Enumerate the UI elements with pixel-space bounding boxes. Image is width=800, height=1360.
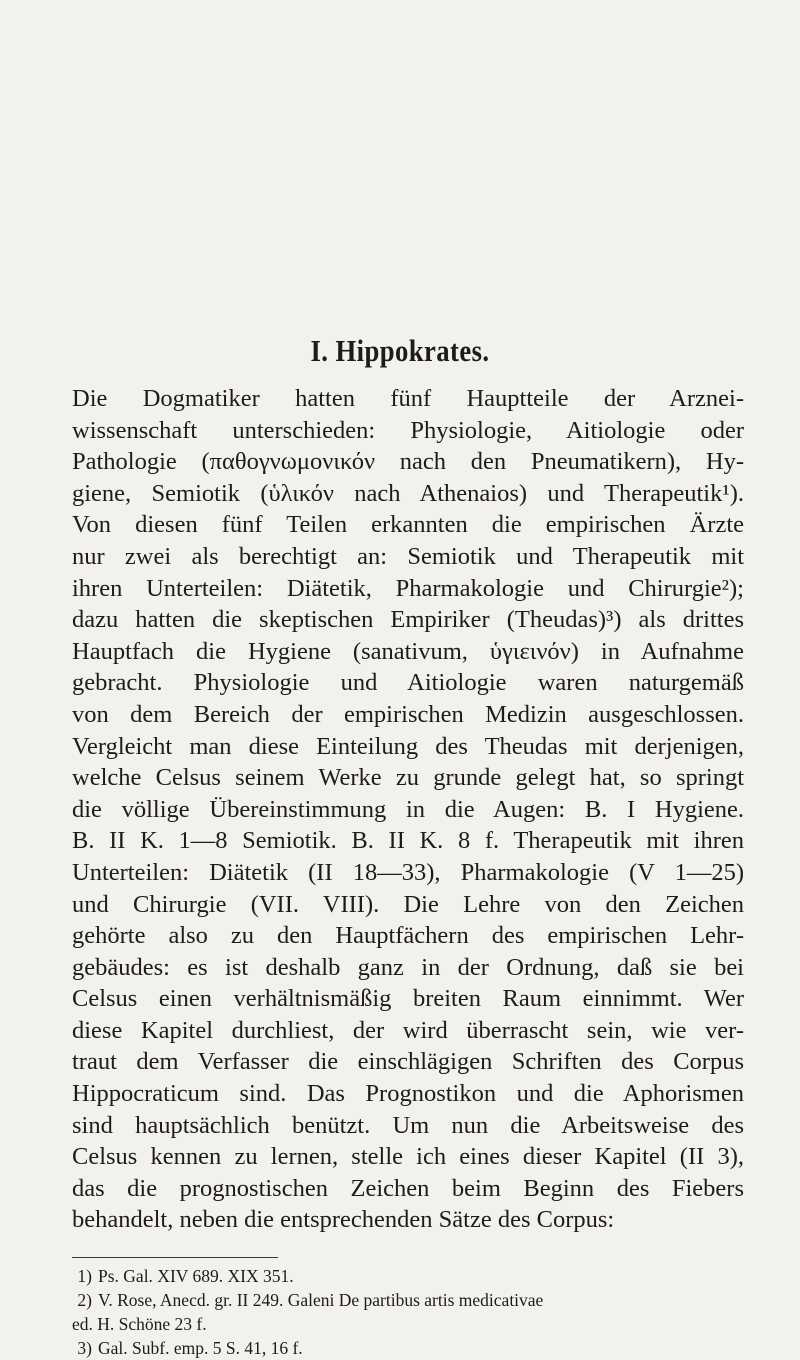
footnote-text: Gal. Subf. emp. 5 S. 41, 16 f. — [98, 1338, 303, 1358]
text-line: Hauptfach die Hygiene (sanativum, ὑγιεινόν) in Aufnahme — [72, 637, 744, 665]
text-line: Vergleicht man diese Einteilung des Theudas mit derjenigen, — [72, 732, 744, 760]
text-line: Unterteilen: Diätetik (II 18—33), Pharmakologie (V 1—25) — [72, 858, 744, 886]
text-line: giene, Semiotik (ὑλικόν nach Athenaios) und Therapeutik¹). — [72, 479, 744, 507]
text-line: traut dem Verfasser die einschlägigen Schriften des Corpus — [72, 1048, 744, 1076]
footnote-text: Ps. Gal. XIV 689. XIX 351. — [98, 1266, 294, 1286]
text-line: Pathologie (παθογνωμονικόν nach den Pneumatikern), Hy- — [72, 448, 744, 476]
text-line: Celsus kennen zu lernen, stelle ich eines dieser Kapitel (II 3), — [72, 1143, 744, 1171]
text-line: und Chirurgie (VII. VIII). Die Lehre von den Zeichen — [72, 890, 744, 918]
text-line: Die Dogmatiker hatten fünf Hauptteile der Arznei- — [72, 385, 744, 412]
text-line: gebracht. Physiologie und Aitiologie waren naturgemäß — [72, 669, 744, 697]
chapter-heading: I. Hippokrates. — [310, 333, 490, 368]
text-line: ihren Unterteilen: Diätetik, Pharmakologie und Chirurgie²); — [72, 574, 744, 602]
footnote-continuation — [72, 1312, 752, 1336]
text-line: sind hauptsächlich benützt. Um nun die Arbeitsweise des — [72, 1111, 744, 1139]
text-line: wissenschaft unterschieden: Physiologie, Aitiologie oder — [72, 416, 744, 444]
text-line: B. II K. 1—8 Semiotik. B. II K. 8 f. Therapeutik mit ihren — [72, 827, 744, 855]
body-text — [72, 383, 744, 1236]
text-line: diese Kapitel durchliest, der wird überrascht sein, wie ver- — [72, 1016, 744, 1044]
text-line: die völlige Übereinstimmung in die Augen: B. I Hygiene. — [72, 795, 744, 823]
text-line: dazu hatten die skeptischen Empiriker (Theudas)³) als drittes — [72, 606, 744, 634]
footnote-text: ed. H. Schöne 23 f. — [72, 1314, 207, 1334]
footnote — [72, 1288, 752, 1312]
text-line: gebäudes: es ist deshalb ganz in der Ordnung, daß sie bei — [72, 953, 744, 981]
footnote-text: V. Rose, Anecd. gr. II 249. Galeni De partibus artis medicativae — [98, 1290, 544, 1310]
footnote-divider — [72, 1257, 278, 1258]
text-line: welche Celsus seinem Werke zu grunde gelegt hat, so springt — [72, 764, 744, 792]
text-line: behandelt, neben die entsprechenden Sätze des Corpus: — [72, 1206, 615, 1234]
footnote — [72, 1336, 752, 1360]
text-line: Von diesen fünf Teilen erkannten die empirischen Ärzte — [72, 511, 744, 539]
text-line: gehörte also zu den Hauptfächern des empirischen Lehr- — [72, 922, 744, 950]
footnote-number: 2) — [77, 1290, 92, 1310]
text-line: von dem Bereich der empirischen Medizin ausgeschlossen. — [72, 700, 744, 728]
text-line: das die prognostischen Zeichen beim Beginn des Fiebers — [72, 1174, 744, 1202]
footnote-number: 3) — [77, 1338, 92, 1358]
text-line: Hippocraticum sind. Das Prognostikon und die Aphorismen — [72, 1080, 744, 1108]
footnote-number: 1) — [77, 1266, 92, 1286]
text-line: nur zwei als berechtigt an: Semiotik und Therapeutik mit — [72, 542, 744, 570]
footnote — [72, 1264, 752, 1288]
text-line: Celsus einen verhältnismäßig breiten Raum einnimmt. Wer — [72, 985, 744, 1013]
